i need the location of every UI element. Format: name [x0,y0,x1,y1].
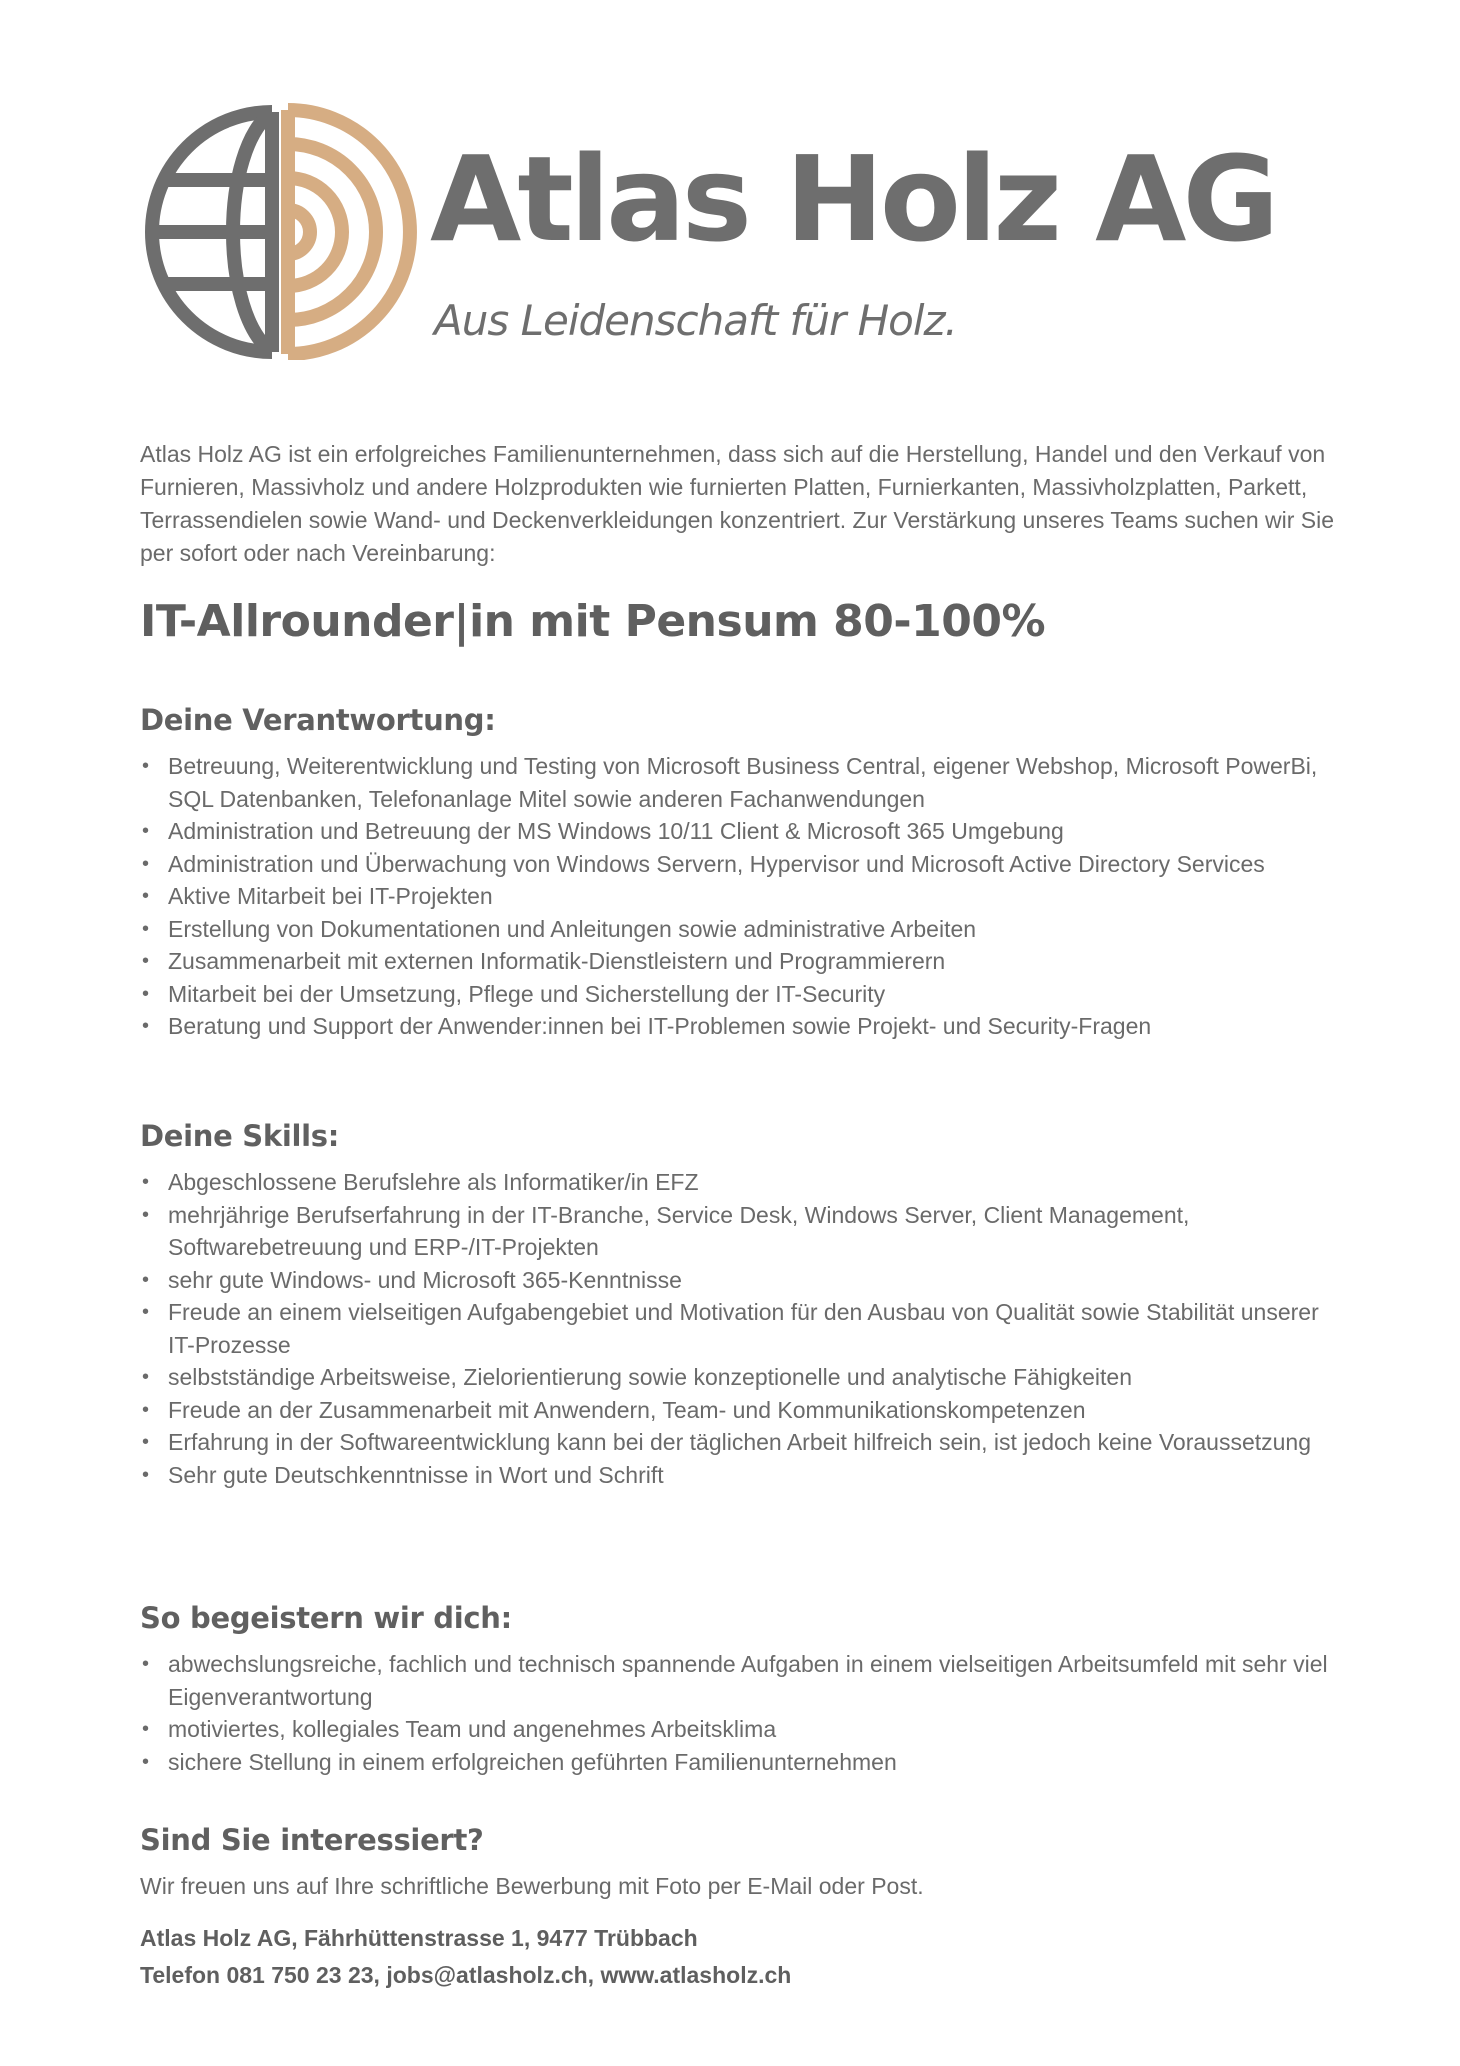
responsibilities-list [140,750,1340,1043]
offer-heading: So begeistern wir dich: [140,1601,512,1635]
responsibilities-heading: Deine Verantwortung: [140,703,496,737]
list-item: • Zusammenarbeit mit externen Informatik-Dienstleistern und Programmierern [140,945,1340,978]
list-item: • selbstständige Arbeitsweise, Zielorientierung sowie konzeptionelle und analytische Fähigkeiten [140,1361,1340,1394]
list-item: • Freude an der Zusammenarbeit mit Anwendern, Team- und Kommunikationskompetenzen [140,1394,1340,1427]
list-item: • sehr gute Windows- und Microsoft 365-Kenntnisse [140,1264,1340,1297]
responsibilities-section [140,700,1340,1043]
list-item: • Sehr gute Deutschkenntnisse in Wort und Schrift [140,1459,1340,1492]
list-item: • Freude an einem vielseitigen Aufgabengebiet und Motivation für den Ausbau von Qualität sowie Stabilität unserer IT-Prozesse [140,1296,1340,1361]
list-item: • Mitarbeit bei der Umsetzung, Pflege und Sicherstellung der IT-Security [140,978,1340,1011]
contact-text: Wir freuen uns auf Ihre schriftliche Bewerbung mit Foto per E-Mail oder Post. [140,1873,924,1899]
list-item: • Administration und Überwachung von Windows Servern, Hypervisor und Microsoft Active Directory Services [140,848,1340,881]
contact-heading: Sind Sie interessiert? [140,1823,484,1857]
list-item: • Abgeschlossene Berufslehre als Informatiker/in EFZ [140,1166,1340,1199]
skills-heading: Deine Skills: [140,1119,340,1153]
globe-wood-logo-icon [140,100,420,360]
company-logo [140,100,1340,370]
list-item: • Beratung und Support der Anwender:innen bei IT-Problemen sowie Projekt- und Security-Fragen [140,1010,1340,1043]
list-item: • abwechslungsreiche, fachlich und technisch spannende Aufgaben in einem vielseitigen Arbeitsumfeld mit sehr viel Eigenverantwortung [140,1648,1340,1713]
offer-list [140,1648,1340,1778]
company-address [140,1920,1340,1994]
list-item: • motiviertes, kollegiales Team und angenehmes Arbeitsklima [140,1713,1340,1746]
company-name: Atlas Holz AG [430,130,1276,268]
list-item: • Betreuung, Weiterentwicklung und Testing von Microsoft Business Central, eigener Webshop, Microsoft PowerBi, SQL Datenbanken, Telefonanlage Mitel sowie anderen Fachanwendungen [140,750,1340,815]
list-item: • sichere Stellung in einem erfolgreichen geführten Familienunternehmen [140,1746,1340,1779]
list-item: • Erstellung von Dokumentationen und Anleitungen sowie administrative Arbeiten [140,913,1340,946]
address-line: Atlas Holz AG, Fährhüttenstrasse 1, 9477 Trübbach [140,1925,698,1951]
company-tagline: Aus Leidenschaft für Holz. [434,296,957,345]
offer-section [140,1598,1340,1778]
list-item: • Administration und Betreuung der MS Windows 10/11 Client & Microsoft 365 Umgebung [140,815,1340,848]
list-item: • Aktive Mitarbeit bei IT-Projekten [140,880,1340,913]
skills-list [140,1166,1340,1491]
list-item: • mehrjährige Berufserfahrung in der IT-Branche, Service Desk, Windows Server, Client Management, Softwarebetreuung und ERP-/IT-Projekten [140,1199,1340,1264]
intro-paragraph: Atlas Holz AG ist ein erfolgreiches Familienunternehmen, dass sich auf die Herstellung, Handel und den Verkauf von Furnieren, Massivholz und andere Holzprodukten wie furnierten Platten, Furnierkanten, Massivholzplatten, Parkett, Terrassendielen sowie Wand- und Deckenverkleidungen konzentriert. Zur Verstärkung unseres Teams suchen wir Sie per sofort oder nach Vereinbarung: [140,441,1335,566]
contact-section [140,1820,1340,1902]
skills-section [140,1116,1340,1491]
job-title: IT-Allrounder|in mit Pensum 80-100% [140,596,1046,647]
contact-line: Telefon 081 750 23 23, jobs@atlasholz.ch, www.atlasholz.ch [140,1962,792,1988]
list-item: • Erfahrung in der Softwareentwicklung kann bei der täglichen Arbeit hilfreich sein, ist jedoch keine Voraussetzung [140,1426,1340,1459]
